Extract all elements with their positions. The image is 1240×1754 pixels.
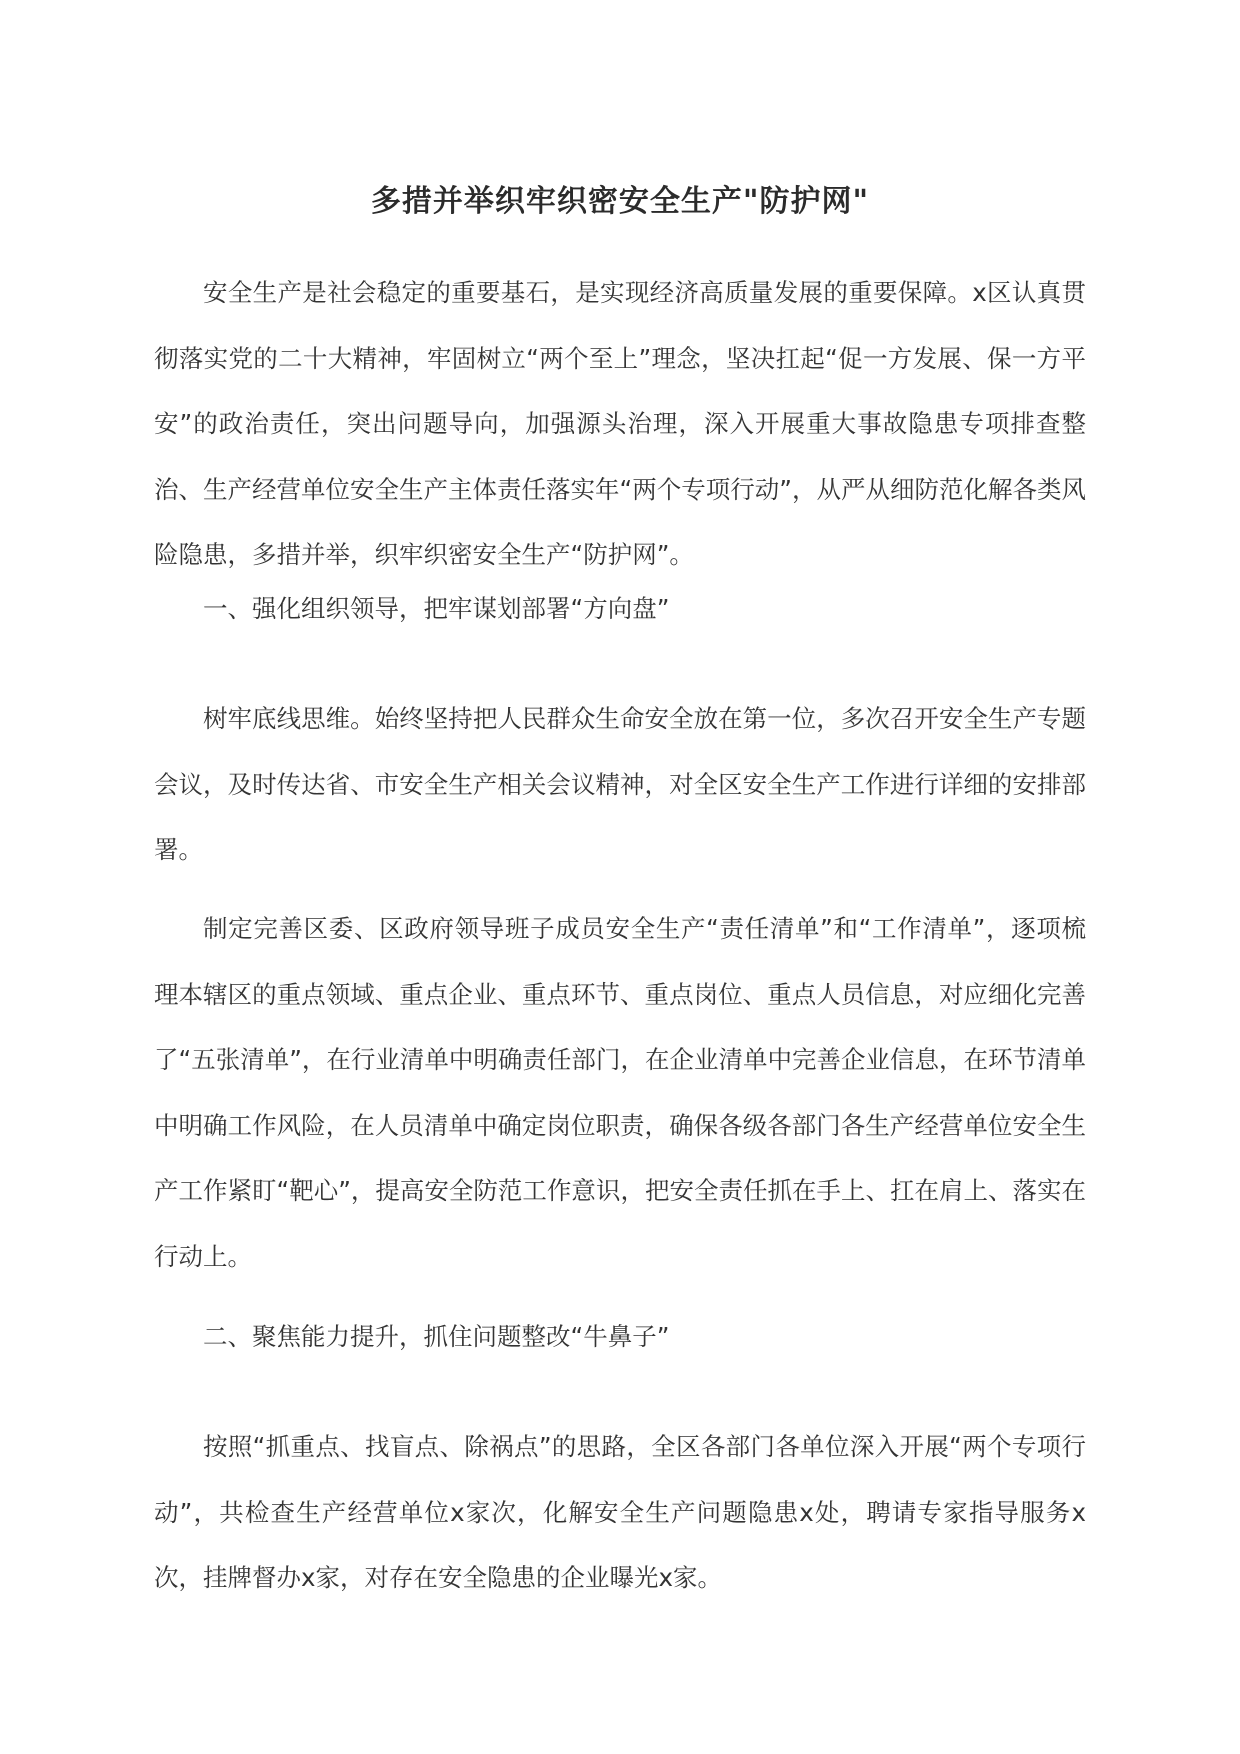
- body-paragraph: 树牢底线思维。始终坚持把人民群众生命安全放在第一位，多次召开安全生产专题会议，及时传达省、市安全生产相关会议精神，对全区安全生产工作进行详细的安排部署。: [154, 704, 1086, 864]
- section-heading-1: 一、强化组织领导，把牢谋划部署“方向盘”: [203, 594, 670, 623]
- intro-paragraph: 安全生产是社会稳定的重要基石，是实现经济高质量发展的重要保障。x区认真贯彻落实党的二十大精神，牢固树立“两个至上”理念，坚决扛起“促一方发展、保一方平安”的政治责任，突出问题导向，加强源头治理，深入开展重大事故隐患专项排查整治、生产经营单位安全生产主体责任落实年“两个专项行动”，从严从细防范化解各类风险隐患，多措并举，织牢织密安全生产“防护网”。: [154, 278, 1086, 569]
- body-paragraph: 按照“抓重点、找盲点、除祸点”的思路，全区各部门各单位深入开展“两个专项行动”，共检查生产经营单位x家次，化解安全生产问题隐患x处，聘请专家指导服务x次，挂牌督办x家，对存在安全隐患的企业曝光x家。: [154, 1432, 1086, 1592]
- body-paragraph: 制定完善区委、区政府领导班子成员安全生产“责任清单”和“工作清单”，逐项梳理本辖区的重点领域、重点企业、重点环节、重点岗位、重点人员信息，对应细化完善了“五张清单”，在行业清单中明确责任部门，在企业清单中完善企业信息，在环节清单中明确工作风险，在人员清单中确定岗位职责，确保各级各部门各生产经营单位安全生产工作紧盯“靶心”，提高安全防范工作意识，把安全责任抓在手上、扛在肩上、落实在行动上。: [154, 914, 1086, 1271]
- section-heading-2: 二、聚焦能力提升，抓住问题整改“牛鼻子”: [203, 1322, 670, 1351]
- document-title: 多措并举织牢织密安全生产"防护网": [370, 184, 870, 219]
